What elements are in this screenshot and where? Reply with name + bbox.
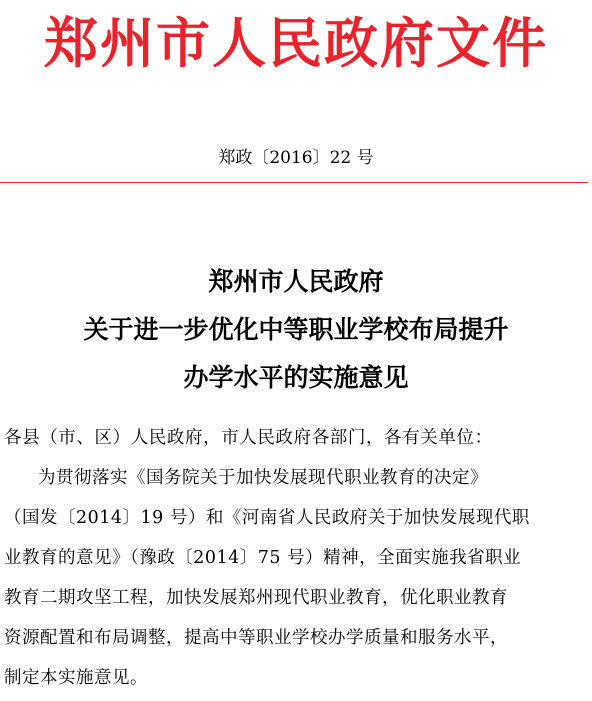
document-number: 郑政〔2016〕22 号 [218,148,374,168]
paragraph-line: （国发〔2014〕19 号）和《河南省人民政府关于加快发展现代职 [4,508,530,528]
paragraph-line: 业教育的意见》（豫政〔2014〕75 号）精神，全面实施我省职业 [4,548,522,568]
paragraph-line: 为贯彻落实《国务院关于加快发展现代职业教育的决定》 [38,468,488,488]
paragraph-line: 制定本实施意见。 [4,668,148,688]
document-masthead: 郑州市人民政府文件 [44,11,548,75]
paragraph-line: 教育二期攻坚工程，加快发展郑州现代职业教育，优化职业教育 [4,588,508,608]
red-divider-line [0,182,588,183]
title-line-issuer: 郑州市人民政府 [208,267,384,296]
title-line-subject: 关于进一步优化中等职业学校布局提升 [83,315,509,344]
document-title [0,258,592,402]
paragraph-line: 资源配置和布局调整，提高中等职业学校办学质量和服务水平， [4,628,508,648]
title-line-subject-end: 办学水平的实施意见 [183,363,409,392]
document-body [4,418,588,698]
salutation: 各县（市、区）人民政府，市人民政府各部门，各有关单位： [4,428,493,448]
